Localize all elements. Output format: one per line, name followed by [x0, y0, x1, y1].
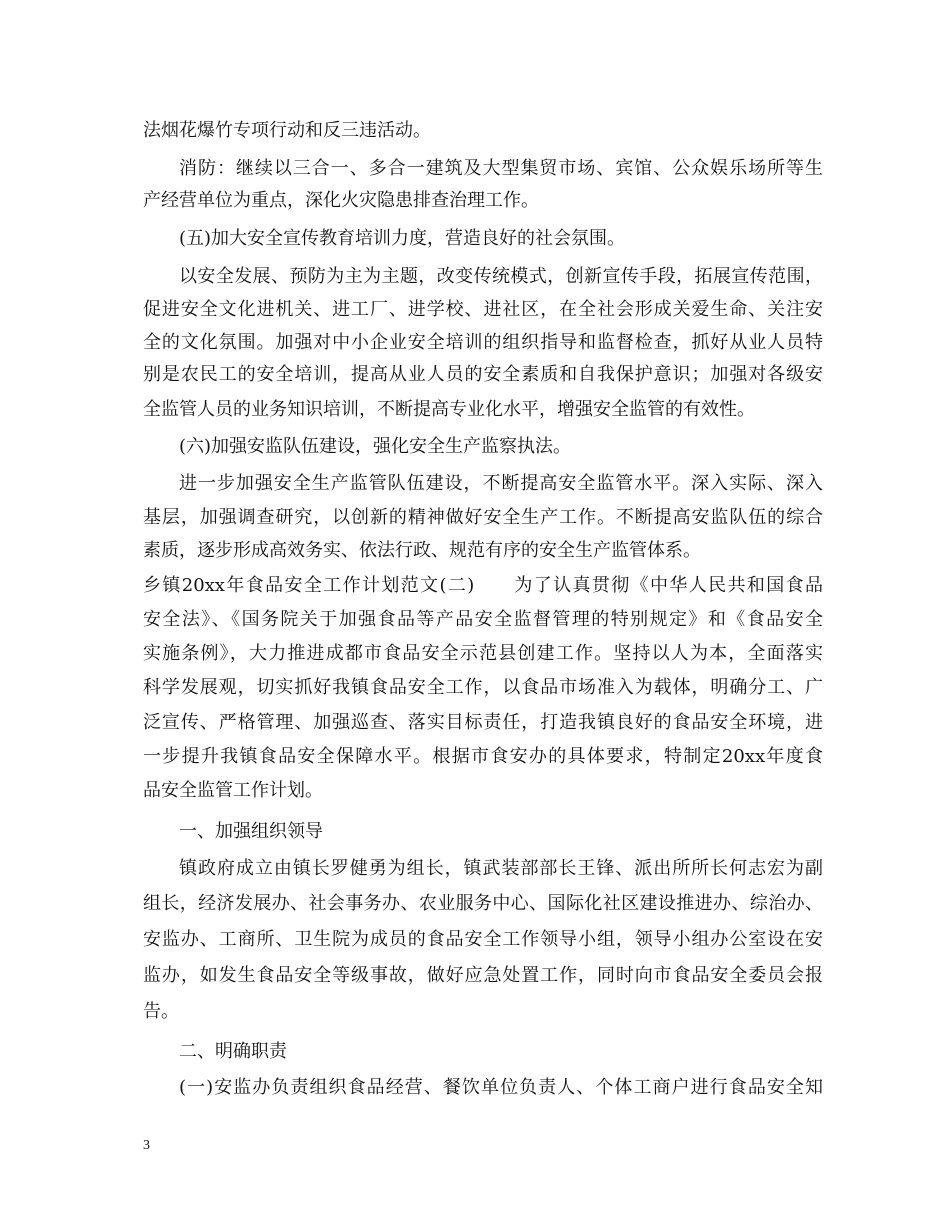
- text-line: 监办，如发生食品安全等级事故，做好应急处置工作，同时向市食品安全委员会报: [143, 965, 823, 986]
- text-line: 进一步加强安全生产监管队伍建设，不断提高安全监管水平。深入实际、深入: [179, 473, 823, 494]
- text-line: 泛宣传、严格管理、加强巡查、落实目标责任，打造我镇良好的食品安全环境，进: [143, 712, 823, 733]
- text-line: 全监管人员的业务知识培训，不断提高专业化水平，增强安全监管的有效性。: [143, 399, 755, 420]
- text-line: 安监办、工商所、卫生院为成员的食品安全工作领导小组，领导小组办公室设在安: [143, 929, 823, 950]
- text-line: 消防：继续以三合一、多合一建筑及大型集贸市场、宾馆、公众娱乐场所等生: [179, 158, 823, 179]
- text-line: 产经营单位为重点，深化火灾隐患排查治理工作。: [143, 190, 539, 211]
- text-line: 素质，逐步形成高效务实、依法行政、规范有序的安全生产监管体系。: [143, 540, 701, 561]
- section-heading: (六)加强安监队伍建设，强化安全生产监察执法。: [179, 436, 572, 457]
- text-line: 品安全监管工作计划。: [143, 780, 323, 801]
- section-heading: 一、加强组织领导: [179, 821, 323, 842]
- text-line: 全的文化氛围。加强对中小企业安全培训的组织指导和监督检查，抓好从业人员特: [143, 332, 823, 353]
- text-line: 法烟花爆竹专项行动和反三违活动。: [143, 120, 431, 141]
- section-heading: (五)加大安全宣传教育培训力度，营造良好的社会氛围。: [179, 228, 626, 249]
- text-line: 镇政府成立由镇长罗健勇为组长，镇武装部部长王锋、派出所所长何志宏为副: [179, 858, 823, 879]
- section-heading: 二、明确职责: [179, 1041, 287, 1062]
- text-line: 以安全发展、预防为主为主题，改变传统模式，创新宣传手段，拓展宣传范围，: [179, 266, 823, 287]
- text-line: 促进安全文化进机关、进工厂、进学校、进社区，在全社会形成关爱生命、关注安: [143, 299, 823, 320]
- text-line: 科学发展观，切实抓好我镇食品安全工作，以食品市场准入为载体，明确分工、广: [143, 677, 823, 698]
- text-line: 乡镇20xx年食品安全工作计划范文(二) 为了认真贯彻《中华人民共和国食品: [143, 575, 823, 596]
- text-line: 告。: [143, 1001, 179, 1022]
- text-line: 一步提升我镇食品安全保障水平。根据市食安办的具体要求，特制定20xx年度食: [143, 746, 823, 767]
- text-line: 安全法》、《国务院关于加强食品等产品安全监督管理的特别规定》和《食品安全: [143, 609, 823, 630]
- page-number: 3: [143, 1138, 150, 1153]
- text-line: 基层，加强调查研究，以创新的精神做好安全生产工作。不断提高安监队伍的综合: [143, 507, 823, 528]
- text-line: 别是农民工的安全培训，提高从业人员的安全素质和自我保护意识；加强对各级安: [143, 364, 823, 385]
- text-line: 组长，经济发展办、社会事务办、农业服务中心、国际化社区建设推进办、综治办、: [143, 893, 823, 914]
- text-line: 实施条例》，大力推进成都市食品安全示范县创建工作。坚持以人为本，全面落实: [143, 643, 823, 664]
- text-line: (一)安监办负责组织食品经营、餐饮单位负责人、个体工商户进行食品安全知: [179, 1077, 823, 1098]
